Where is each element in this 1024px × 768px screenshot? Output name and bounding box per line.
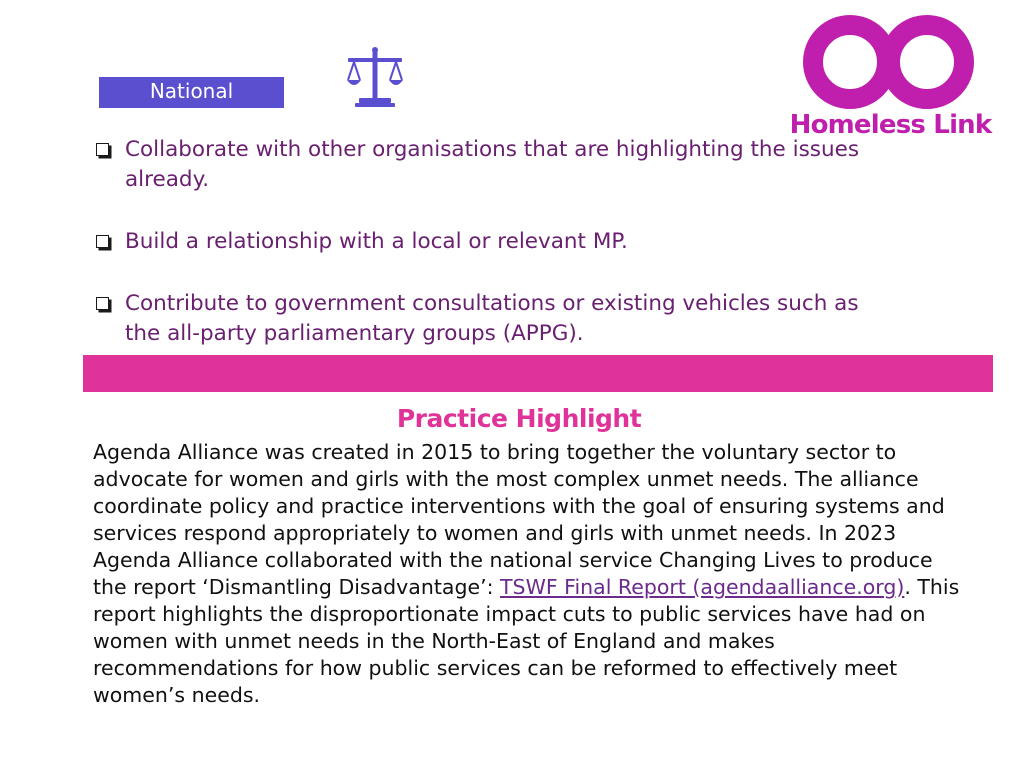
list-item-text: Contribute to government consultations or existing vehicles such as the all-party parliamentary groups (APPG).: [125, 291, 859, 346]
report-link[interactable]: TSWF Final Report (agendaalliance.org): [500, 575, 905, 599]
list-item-text: Build a relationship with a local or relevant MP.: [125, 229, 628, 254]
practice-highlight-body: [93, 439, 963, 709]
checkbox-bullet-icon: [96, 143, 109, 156]
logo-rings-icon: [788, 12, 993, 112]
national-tag: National: [99, 77, 284, 108]
divider-band: [83, 355, 993, 392]
checkbox-bullet-icon: [96, 297, 109, 310]
list-item: [92, 135, 882, 195]
checkbox-bullet-icon: [96, 235, 109, 248]
action-list: [92, 135, 882, 349]
scales-of-justice-icon: [345, 46, 405, 114]
list-item: [92, 227, 882, 257]
list-item-text: Collaborate with other organisations that are highlighting the issues already.: [125, 137, 860, 192]
body-text-before: Agenda Alliance was created in 2015 to bring together the voluntary sector to advocate for women and girls with the most complex unmet needs. The alliance coordinate policy and practice interventions with the goal of ensuring systems and services respond appropriately to women and girls with unmet needs. In 2023 Agenda Alliance collaborated with the national service Changing Lives to produce the report ‘Dismantling Disadvantage’:: [93, 440, 945, 599]
list-item: [92, 289, 882, 349]
logo-wordmark: Homeless Link: [789, 110, 992, 140]
homeless-link-logo: [788, 12, 993, 142]
practice-highlight-title: Practice Highlight: [396, 404, 642, 433]
body-text-after: . This report highlights the disproportionate impact cuts to public services have had on women with unmet needs in the North-East of England and makes recommendations for how public services can be reformed to effectively meet women’s needs.: [93, 575, 960, 707]
